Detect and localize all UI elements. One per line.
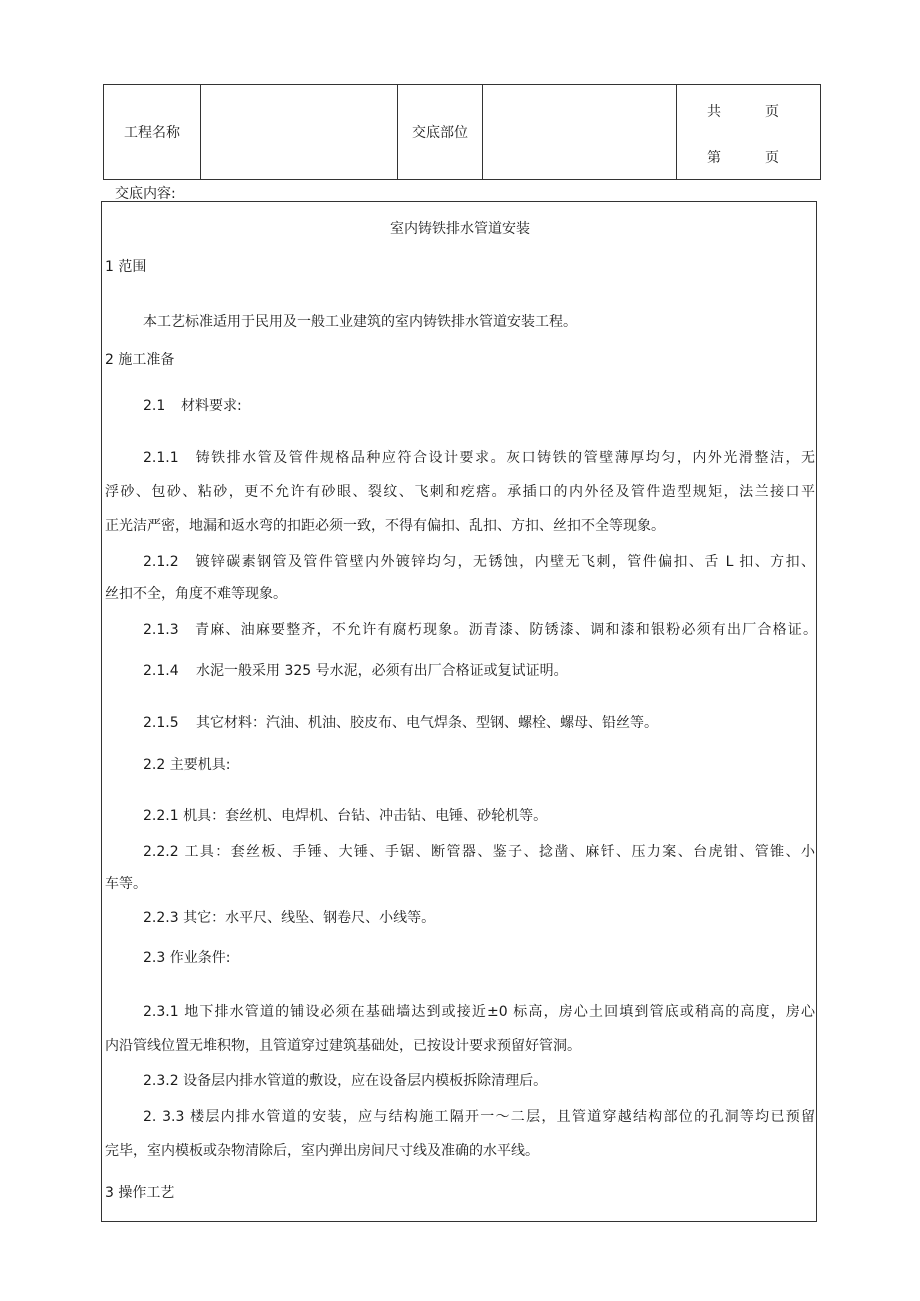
content-box <box>101 201 817 1222</box>
para-2-1-1-line-3: 正光洁严密，地漏和返水弯的扣距必须一致，不得有偏扣、乱扣、方扣、丝扣不全等现象。 <box>105 518 665 534</box>
location-label: 交底部位 <box>398 85 483 180</box>
page-count-cell <box>677 85 821 180</box>
para-2-1-5 <box>143 714 658 732</box>
page-number <box>677 147 820 167</box>
para-2-1-2-line-1: 2.1.2 镀锌碳素钢管及管件管壁内外镀锌均匀，无锈蚀，内壁无飞刺，管件偏扣、舌 L 扣、方扣、 <box>143 554 815 570</box>
section-1-text: 本工艺标准适用于民用及一般工业建筑的室内铸铁排水管道安装工程。 <box>143 314 577 330</box>
total-pages-right: 页 <box>765 104 779 120</box>
header-table <box>103 84 821 180</box>
project-name-label: 工程名称 <box>104 85 201 180</box>
section-2-1-number: 2.1 <box>143 398 166 414</box>
para-2-1-5-number: 2.1.5 <box>143 715 179 731</box>
para-2-3-3-line-2: 完毕，室内模板或杂物清除后，室内弹出房间尺寸线及准确的水平线。 <box>105 1143 539 1159</box>
para-2-1-3: 2.1.3 青麻、油麻要整齐，不允许有腐朽现象。沥青漆、防锈漆、调和漆和银粉必须有出厂合格证。 <box>143 622 817 638</box>
para-2-1-4 <box>143 662 568 680</box>
para-2-1-4-number: 2.1.4 <box>143 663 179 679</box>
para-2-3-1-line-1: 2.3.1 地下排水管道的铺设必须在基础墙达到或接近±0 标高，房心土回填到管底或稍高的高度，房心 <box>143 1004 815 1020</box>
document-title: 室内铸铁排水管道安装 <box>390 221 530 237</box>
section-2-heading: 2 施工准备 <box>105 352 175 368</box>
total-pages <box>677 101 820 121</box>
para-2-1-5-text: 其它材料：汽油、机油、胶皮布、电气焊条、型钢、螺栓、螺母、铅丝等。 <box>196 715 658 731</box>
para-2-3-3-line-1: 2. 3.3 楼层内排水管道的安装，应与结构施工隔开一～二层，且管道穿越结构部位的孔洞等均已预留 <box>143 1109 815 1125</box>
para-2-3-1-line-2: 内沿管线位置无堆积物，且管道穿过建筑基础处，已按设计要求预留好管洞。 <box>105 1038 581 1054</box>
page-number-right: 页 <box>765 150 779 166</box>
page-number-left: 第 <box>707 150 721 166</box>
section-2-1-text: 材料要求: <box>181 398 242 414</box>
para-2-1-2-line-2: 丝扣不全，角度不难等现象。 <box>105 586 287 602</box>
para-2-3-2: 2.3.2 设备层内排水管道的敷设，应在设备层内模板拆除清理后。 <box>143 1073 548 1089</box>
section-2-2-heading: 2.2 主要机具: <box>143 757 231 773</box>
para-2-1-1-line-1: 2.1.1 铸铁排水管及管件规格品种应符合设计要求。灰口铸铁的管壁薄厚均匀，内外光滑整洁，无 <box>143 450 815 466</box>
section-1-heading: 1 范围 <box>105 259 147 275</box>
para-2-2-3: 2.2.3 其它：水平尺、线坠、钢卷尺、小线等。 <box>143 910 436 926</box>
para-2-2-2-line-1: 2.2.2 工具：套丝板、手锤、大锤、手锯、断管器、鉴子、捻凿、麻钎、压力案、台虎钳、管锥、小 <box>143 844 815 860</box>
para-2-2-1: 2.2.1 机具：套丝机、电焊机、台钻、冲击钻、电锤、砂轮机等。 <box>143 808 548 824</box>
section-2-3-heading: 2.3 作业条件: <box>143 950 231 966</box>
para-2-2-2-line-2: 车等。 <box>105 876 147 892</box>
section-2-1 <box>143 397 242 415</box>
total-pages-left: 共 <box>707 104 721 120</box>
section-3-heading: 3 操作工艺 <box>105 1185 175 1201</box>
para-2-1-4-text: 水泥一般采用 325 号水泥，必须有出厂合格证或复试证明。 <box>196 663 568 679</box>
location-value <box>483 85 677 180</box>
para-2-1-1-line-2: 浮砂、包砂、粘砂，更不允许有砂眼、裂纹、飞刺和疙瘩。承插口的内外径及管件造型规矩，法兰接口平 <box>105 484 815 500</box>
project-name-value <box>201 85 398 180</box>
content-label: 交底内容: <box>115 186 176 202</box>
